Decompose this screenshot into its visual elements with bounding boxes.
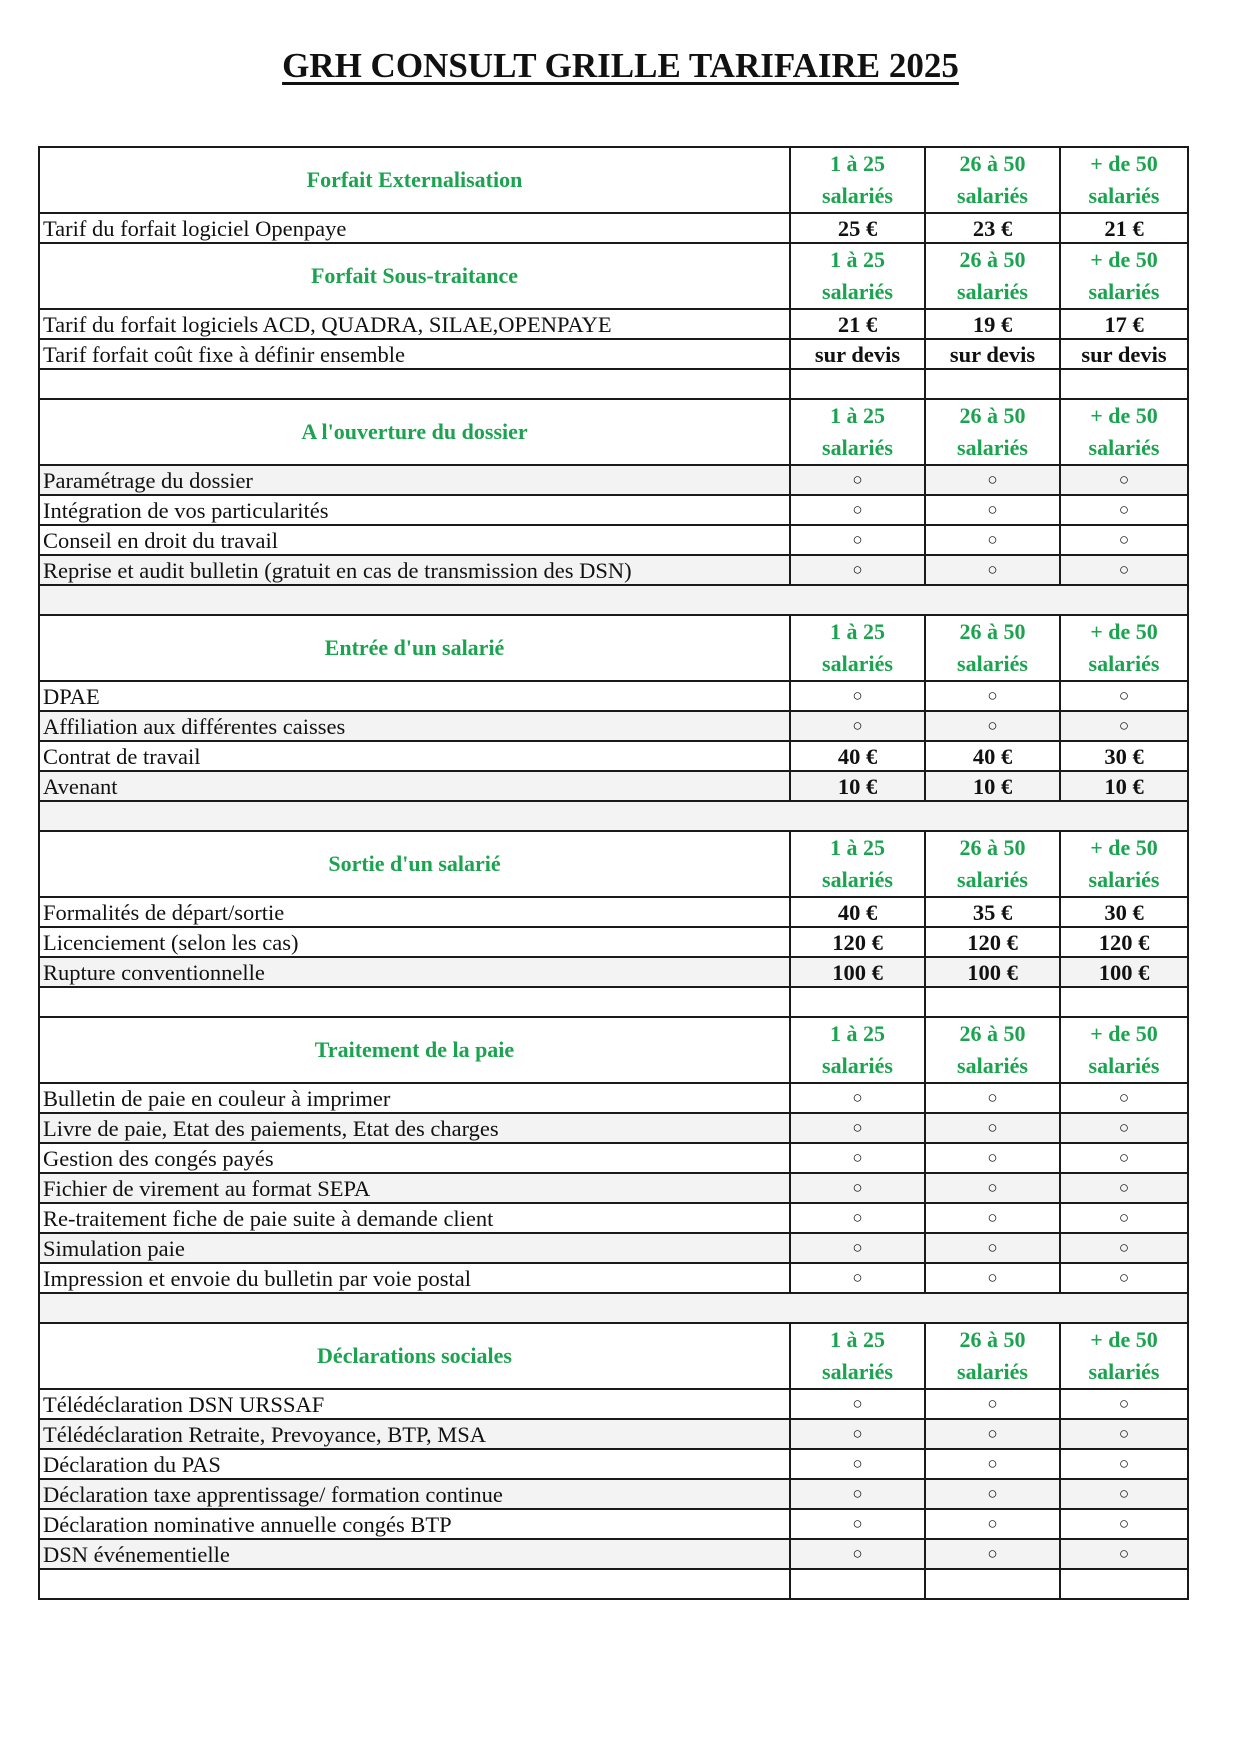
- table-row: [39, 1479, 1188, 1509]
- section-title: Forfait Sous-traitance: [39, 243, 790, 309]
- column-header: [1060, 399, 1188, 465]
- column-header-line: salariés: [822, 279, 893, 304]
- included-mark: ○: [925, 525, 1060, 555]
- page-title: [0, 46, 1241, 86]
- included-mark: ○: [1060, 1113, 1188, 1143]
- section-header-row: [39, 615, 1188, 681]
- included-mark: ○: [790, 1263, 925, 1293]
- column-header: [1060, 1323, 1188, 1389]
- section-title: A l'ouverture du dossier: [39, 399, 790, 465]
- row-label: DSN événementielle: [39, 1539, 790, 1569]
- column-header-line: salariés: [1088, 1359, 1160, 1384]
- price-cell: 35 €: [925, 897, 1060, 927]
- included-mark: ○: [925, 711, 1060, 741]
- included-mark: ○: [1060, 1143, 1188, 1173]
- spacer-cell: [925, 987, 1060, 1017]
- column-header: [1060, 147, 1188, 213]
- column-header-line: 26 à 50: [959, 1021, 1026, 1046]
- included-mark: ○: [790, 1389, 925, 1419]
- column-header: [1060, 1017, 1188, 1083]
- column-header-line: salariés: [822, 1359, 893, 1384]
- row-label: Déclaration taxe apprentissage/ formation continue: [39, 1479, 790, 1509]
- column-header-line: + de 50: [1090, 619, 1158, 644]
- included-mark: ○: [1060, 1479, 1188, 1509]
- column-header-line: salariés: [1088, 435, 1160, 460]
- included-mark: ○: [1060, 1233, 1188, 1263]
- table-row: [39, 525, 1188, 555]
- column-header-line: salariés: [957, 435, 1028, 460]
- row-label: Gestion des congés payés: [39, 1143, 790, 1173]
- included-mark: ○: [790, 1113, 925, 1143]
- column-header: [790, 147, 925, 213]
- price-cell: 21 €: [1060, 213, 1188, 243]
- included-mark: ○: [1060, 1083, 1188, 1113]
- included-mark: ○: [925, 1449, 1060, 1479]
- spacer-row: [39, 1569, 1188, 1599]
- column-header: [925, 399, 1060, 465]
- column-header-line: 26 à 50: [959, 151, 1026, 176]
- included-mark: ○: [790, 525, 925, 555]
- included-mark: ○: [790, 1449, 925, 1479]
- table-row: [39, 1419, 1188, 1449]
- row-label: Intégration de vos particularités: [39, 495, 790, 525]
- column-header-line: salariés: [1088, 183, 1160, 208]
- table-row: [39, 1233, 1188, 1263]
- table-row: [39, 711, 1188, 741]
- price-cell: sur devis: [1060, 339, 1188, 369]
- column-header-line: 26 à 50: [959, 619, 1026, 644]
- spacer-cell: [790, 369, 925, 399]
- table-row: [39, 1173, 1188, 1203]
- row-label: Livre de paie, Etat des paiements, Etat des charges: [39, 1113, 790, 1143]
- price-cell: 25 €: [790, 213, 925, 243]
- included-mark: ○: [1060, 1449, 1188, 1479]
- column-header-line: 1 à 25: [830, 1327, 885, 1352]
- row-label: Télédéclaration DSN URSSAF: [39, 1389, 790, 1419]
- pricing-table-body: [39, 147, 1188, 1599]
- spacer-cell: [925, 369, 1060, 399]
- spacer-cell: [1060, 987, 1188, 1017]
- spacer-cell: [39, 369, 790, 399]
- table-row: [39, 1539, 1188, 1569]
- spacer-cell: [790, 987, 925, 1017]
- column-header-line: 26 à 50: [959, 1327, 1026, 1352]
- row-label: Conseil en droit du travail: [39, 525, 790, 555]
- row-label: Rupture conventionnelle: [39, 957, 790, 987]
- column-header: [1060, 615, 1188, 681]
- price-cell: 40 €: [790, 897, 925, 927]
- column-header-line: 26 à 50: [959, 403, 1026, 428]
- table-row: [39, 1203, 1188, 1233]
- included-mark: ○: [1060, 555, 1188, 585]
- spacer-row: [39, 585, 1188, 615]
- included-mark: ○: [1060, 1389, 1188, 1419]
- column-header-line: 1 à 25: [830, 247, 885, 272]
- included-mark: ○: [790, 1479, 925, 1509]
- column-header-line: 26 à 50: [959, 247, 1026, 272]
- table-row: [39, 1263, 1188, 1293]
- row-label: Affiliation aux différentes caisses: [39, 711, 790, 741]
- column-header-line: salariés: [1088, 279, 1160, 304]
- included-mark: ○: [790, 1539, 925, 1569]
- price-cell: 40 €: [790, 741, 925, 771]
- section-title: Sortie d'un salarié: [39, 831, 790, 897]
- column-header-line: + de 50: [1090, 247, 1158, 272]
- column-header-line: salariés: [822, 867, 893, 892]
- included-mark: ○: [925, 555, 1060, 585]
- included-mark: ○: [925, 1113, 1060, 1143]
- column-header: [790, 1323, 925, 1389]
- section-header-row: [39, 1017, 1188, 1083]
- price-cell: 100 €: [1060, 957, 1188, 987]
- table-row: [39, 1509, 1188, 1539]
- column-header: [790, 831, 925, 897]
- column-header-line: salariés: [957, 867, 1028, 892]
- price-cell: sur devis: [790, 339, 925, 369]
- included-mark: ○: [790, 1203, 925, 1233]
- column-header: [790, 399, 925, 465]
- price-cell: 120 €: [790, 927, 925, 957]
- column-header: [925, 243, 1060, 309]
- column-header-line: 1 à 25: [830, 151, 885, 176]
- row-label: Déclaration nominative annuelle congés BTP: [39, 1509, 790, 1539]
- section-header-row: [39, 243, 1188, 309]
- included-mark: ○: [925, 1263, 1060, 1293]
- included-mark: ○: [790, 465, 925, 495]
- included-mark: ○: [1060, 525, 1188, 555]
- table-row: [39, 309, 1188, 339]
- column-header-line: + de 50: [1090, 151, 1158, 176]
- table-row: [39, 1389, 1188, 1419]
- row-label: Impression et envoie du bulletin par voie postal: [39, 1263, 790, 1293]
- column-header-line: salariés: [1088, 651, 1160, 676]
- pricing-table: [38, 146, 1189, 1600]
- included-mark: ○: [1060, 1263, 1188, 1293]
- table-row: [39, 495, 1188, 525]
- price-cell: 120 €: [925, 927, 1060, 957]
- included-mark: ○: [925, 1509, 1060, 1539]
- included-mark: ○: [790, 1173, 925, 1203]
- column-header-line: + de 50: [1090, 1021, 1158, 1046]
- column-header-line: 1 à 25: [830, 619, 885, 644]
- included-mark: ○: [1060, 1203, 1188, 1233]
- column-header-line: salariés: [822, 183, 893, 208]
- table-row: [39, 927, 1188, 957]
- column-header-line: + de 50: [1090, 403, 1158, 428]
- row-label: Déclaration du PAS: [39, 1449, 790, 1479]
- price-cell: 100 €: [790, 957, 925, 987]
- table-row: [39, 465, 1188, 495]
- price-cell: 10 €: [1060, 771, 1188, 801]
- spacer-cell: [790, 1569, 925, 1599]
- column-header: [790, 1017, 925, 1083]
- included-mark: ○: [925, 1083, 1060, 1113]
- included-mark: ○: [1060, 711, 1188, 741]
- included-mark: ○: [925, 1203, 1060, 1233]
- spacer-cell: [1060, 369, 1188, 399]
- included-mark: ○: [1060, 1509, 1188, 1539]
- included-mark: ○: [1060, 465, 1188, 495]
- column-header-line: salariés: [822, 651, 893, 676]
- column-header-line: salariés: [1088, 1053, 1160, 1078]
- column-header: [925, 1017, 1060, 1083]
- table-row: [39, 741, 1188, 771]
- spacer-cell: [1060, 1569, 1188, 1599]
- spacer-cell: [39, 801, 1188, 831]
- column-header-line: salariés: [1088, 867, 1160, 892]
- section-title: Déclarations sociales: [39, 1323, 790, 1389]
- row-label: Télédéclaration Retraite, Prevoyance, BTP, MSA: [39, 1419, 790, 1449]
- included-mark: ○: [925, 1233, 1060, 1263]
- price-cell: 10 €: [925, 771, 1060, 801]
- column-header-line: salariés: [822, 1053, 893, 1078]
- section-title: Forfait Externalisation: [39, 147, 790, 213]
- table-row: [39, 1143, 1188, 1173]
- included-mark: ○: [790, 1143, 925, 1173]
- included-mark: ○: [1060, 681, 1188, 711]
- column-header-line: salariés: [957, 1359, 1028, 1384]
- included-mark: ○: [790, 1509, 925, 1539]
- included-mark: ○: [925, 1419, 1060, 1449]
- included-mark: ○: [925, 681, 1060, 711]
- spacer-row: [39, 801, 1188, 831]
- row-label: Reprise et audit bulletin (gratuit en cas de transmission des DSN): [39, 555, 790, 585]
- included-mark: ○: [790, 711, 925, 741]
- included-mark: ○: [925, 1389, 1060, 1419]
- included-mark: ○: [1060, 1539, 1188, 1569]
- column-header-line: 1 à 25: [830, 403, 885, 428]
- price-cell: 10 €: [790, 771, 925, 801]
- table-row: [39, 1083, 1188, 1113]
- column-header: [925, 615, 1060, 681]
- row-label: DPAE: [39, 681, 790, 711]
- table-row: [39, 213, 1188, 243]
- row-label: Tarif du forfait logiciel Openpaye: [39, 213, 790, 243]
- included-mark: ○: [790, 1419, 925, 1449]
- column-header-line: salariés: [957, 279, 1028, 304]
- price-cell: 17 €: [1060, 309, 1188, 339]
- table-row: [39, 339, 1188, 369]
- row-label: Paramétrage du dossier: [39, 465, 790, 495]
- row-label: Re-traitement fiche de paie suite à demande client: [39, 1203, 790, 1233]
- column-header-line: 1 à 25: [830, 1021, 885, 1046]
- row-label: Avenant: [39, 771, 790, 801]
- spacer-row: [39, 987, 1188, 1017]
- price-cell: 40 €: [925, 741, 1060, 771]
- included-mark: ○: [925, 1173, 1060, 1203]
- included-mark: ○: [790, 1233, 925, 1263]
- spacer-row: [39, 369, 1188, 399]
- section-title: Traitement de la paie: [39, 1017, 790, 1083]
- included-mark: ○: [925, 1539, 1060, 1569]
- included-mark: ○: [790, 495, 925, 525]
- table-row: [39, 1113, 1188, 1143]
- spacer-cell: [925, 1569, 1060, 1599]
- column-header: [1060, 831, 1188, 897]
- spacer-cell: [39, 987, 790, 1017]
- column-header: [925, 147, 1060, 213]
- price-cell: sur devis: [925, 339, 1060, 369]
- price-cell: 100 €: [925, 957, 1060, 987]
- column-header-line: salariés: [957, 183, 1028, 208]
- included-mark: ○: [1060, 495, 1188, 525]
- table-row: [39, 681, 1188, 711]
- included-mark: ○: [790, 681, 925, 711]
- spacer-cell: [39, 1293, 1188, 1323]
- price-cell: 21 €: [790, 309, 925, 339]
- row-label: Formalités de départ/sortie: [39, 897, 790, 927]
- included-mark: ○: [925, 465, 1060, 495]
- column-header-line: 26 à 50: [959, 835, 1026, 860]
- column-header-line: + de 50: [1090, 1327, 1158, 1352]
- table-row: [39, 957, 1188, 987]
- spacer-row: [39, 1293, 1188, 1323]
- section-header-row: [39, 831, 1188, 897]
- page-title-text: GRH CONSULT GRILLE TARIFAIRE 2025: [282, 46, 959, 85]
- price-cell: 23 €: [925, 213, 1060, 243]
- column-header: [1060, 243, 1188, 309]
- included-mark: ○: [790, 1083, 925, 1113]
- column-header: [925, 1323, 1060, 1389]
- included-mark: ○: [925, 1479, 1060, 1509]
- column-header-line: salariés: [957, 651, 1028, 676]
- spacer-cell: [39, 1569, 790, 1599]
- included-mark: ○: [1060, 1173, 1188, 1203]
- column-header-line: 1 à 25: [830, 835, 885, 860]
- included-mark: ○: [1060, 1419, 1188, 1449]
- row-label: Tarif forfait coût fixe à définir ensemble: [39, 339, 790, 369]
- column-header: [925, 831, 1060, 897]
- row-label: Contrat de travail: [39, 741, 790, 771]
- table-row: [39, 897, 1188, 927]
- included-mark: ○: [925, 495, 1060, 525]
- price-cell: 30 €: [1060, 741, 1188, 771]
- price-cell: 19 €: [925, 309, 1060, 339]
- row-label: Bulletin de paie en couleur à imprimer: [39, 1083, 790, 1113]
- section-header-row: [39, 1323, 1188, 1389]
- table-row: [39, 771, 1188, 801]
- row-label: Fichier de virement au format SEPA: [39, 1173, 790, 1203]
- row-label: Simulation paie: [39, 1233, 790, 1263]
- table-row: [39, 1449, 1188, 1479]
- column-header: [790, 615, 925, 681]
- column-header-line: + de 50: [1090, 835, 1158, 860]
- included-mark: ○: [925, 1143, 1060, 1173]
- column-header-line: salariés: [957, 1053, 1028, 1078]
- row-label: Licenciement (selon les cas): [39, 927, 790, 957]
- section-title: Entrée d'un salarié: [39, 615, 790, 681]
- price-cell: 120 €: [1060, 927, 1188, 957]
- table-row: [39, 555, 1188, 585]
- section-header-row: [39, 399, 1188, 465]
- spacer-cell: [39, 585, 1188, 615]
- included-mark: ○: [790, 555, 925, 585]
- section-header-row: [39, 147, 1188, 213]
- column-header: [790, 243, 925, 309]
- price-cell: 30 €: [1060, 897, 1188, 927]
- row-label: Tarif du forfait logiciels ACD, QUADRA, SILAE,OPENPAYE: [39, 309, 790, 339]
- column-header-line: salariés: [822, 435, 893, 460]
